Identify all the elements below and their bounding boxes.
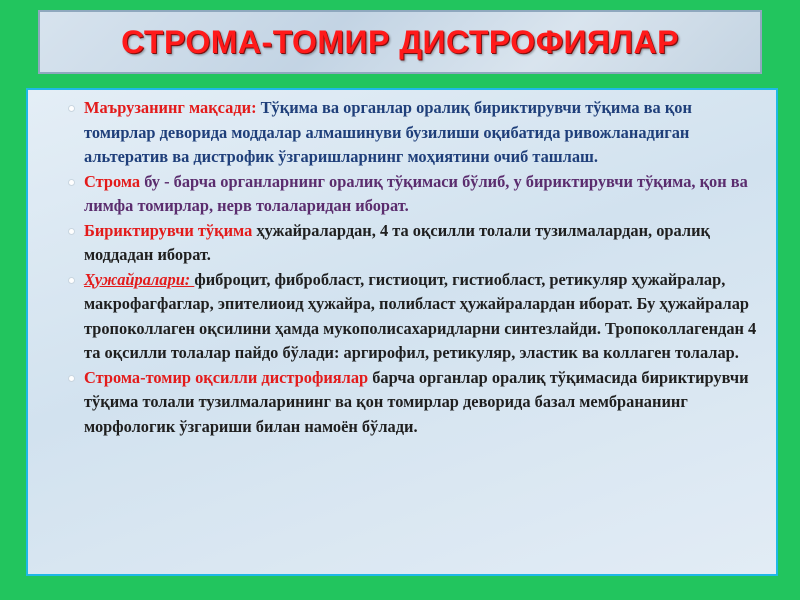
paragraph-connective-tissue-body: ҳужайралардан, 4 та оқсилли толали тузилмалардан, оралиқ моддадан иборат. bbox=[84, 220, 710, 264]
paragraph-cells-body: фиброцит, фибробласт, гистиоцит, гистиобласт, ретикуляр ҳужайралар, макрофагфаглар, эпителиоид ҳужайра, полибласт ҳужайралардан иборат. Бу ҳужайралар тропоколлаген оқсилини ҳамда мукополисахаридларни синтезлайди. Тропоколлагендан 4 та оқсилли толалар пайдо бўлади: аргирофил, ретикуляр, эластик ва коллаген толалар. bbox=[84, 269, 757, 362]
bullet-dot bbox=[68, 228, 75, 235]
paragraph-goal-body: Тўқима ва органлар оралиқ бириктирувчи тўқима ва қон томирлар деворида моддалар алмашинуви бузилиши оқибатида ривожланадиган альтератив ва дистрофик ўзгаришларнинг моҳиятини очиб ташлаш. bbox=[84, 98, 692, 166]
paragraph-cells bbox=[40, 268, 764, 366]
title-banner bbox=[38, 10, 762, 74]
bullet-dot bbox=[68, 105, 75, 112]
bullet-dot bbox=[68, 277, 75, 284]
paragraph-goal bbox=[40, 96, 764, 170]
paragraph-dystrophy bbox=[40, 366, 764, 440]
paragraph-dystrophy-lead: Строма-томир оқсилли дистрофиялар bbox=[84, 367, 369, 387]
paragraph-cells-lead: Ҳужайралари: bbox=[84, 269, 195, 289]
paragraph-goal-lead: Маърузанинг мақсади: bbox=[84, 98, 257, 117]
paragraph-dystrophy-body: барча органлар оралиқ тўқимасида бириктирувчи тўқима толали тузилмаларининг ва қон томирлар деворида базал мембрананинг морфологик ўзгариши билан намоён бўлади. bbox=[84, 367, 749, 436]
paragraph-connective-tissue bbox=[40, 219, 764, 268]
content-panel bbox=[26, 88, 778, 576]
paragraph-stroma-body: бу - барча органларнинг оралиқ тўқимаси бўлиб, у бириктирувчи тўқима, қон ва лимфа томирлар, нерв толаларидан иборат. bbox=[84, 171, 748, 215]
slide-title: СТРОМА-ТОМИР ДИСТРОФИЯЛАР bbox=[121, 23, 679, 60]
bullet-dot bbox=[68, 179, 75, 186]
paragraph-stroma-lead: Строма bbox=[84, 171, 141, 191]
paragraph-stroma bbox=[40, 170, 764, 219]
paragraph-connective-tissue-lead: Бириктирувчи тўқима bbox=[84, 220, 253, 240]
bullet-dot bbox=[68, 375, 75, 382]
